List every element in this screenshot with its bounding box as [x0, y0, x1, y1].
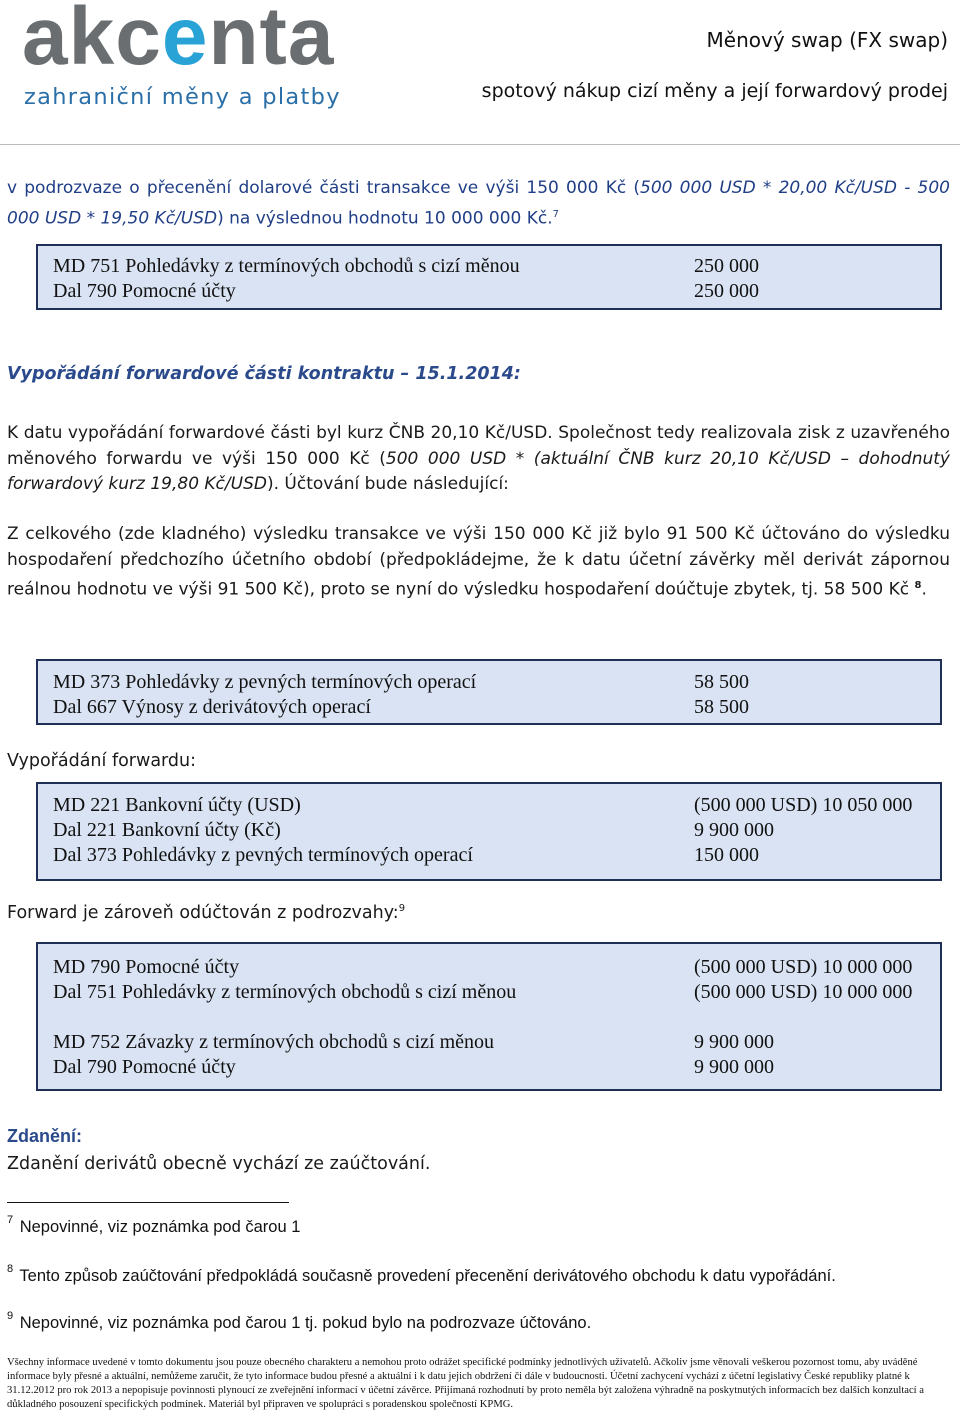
journal-entry-box [36, 244, 942, 310]
entry-amount: 150 000 [694, 844, 759, 866]
offbalance-label: Forward je zároveň odúčtován z podrozvahy:$^9$ [7, 903, 406, 923]
tax-text: Zdanění derivátů obecně vychází ze zaúčtování. [7, 1154, 431, 1174]
entry-amount: (500 000 USD) 10 000 000 [694, 981, 913, 1003]
entry-label: MD 751 Pohledávky z termínových obchodů s cizí měnou [53, 255, 520, 277]
entry-amount: 250 000 [694, 255, 759, 277]
entry-label: MD 752 Závazky z termínových obchodů s cizí měnou [53, 1031, 494, 1053]
result-paragraph: Z celkového (zde kladného) výsledku transakce ve výši 150 000 Kč již bylo 91 500 Kč účtováno do výsledku hospodaření předchozího účetního období (předpokládejme, že k datu účetní závěrky měl derivát zápornou reálnou hodnotu ve výši 91 500 Kč), proto se nyní do výsledku hospodaření doúčtuje zbytek, tj. 58 500 Kč $^8$. [7, 524, 950, 600]
entry-label: Dal 790 Pomocné účty [53, 1056, 236, 1078]
footnote-ref: 7 [552, 208, 560, 220]
entry-label: MD 221 Bankovní účty (USD) [53, 794, 301, 816]
entry-label: Dal 667 Výnosy z derivátových operací [53, 696, 371, 718]
journal-entry-box [36, 942, 942, 1091]
footnote-item: $^8$ Tento způsob zaúčtování předpokládá současně provedení přecenění derivátového obchodu k datu vypořádání. [7, 1263, 836, 1285]
section-heading: Vypořádání forwardové části kontraktu – 15.1.2014: [7, 364, 521, 384]
tax-heading: Zdanění: [7, 1126, 82, 1146]
journal-entry-box [36, 659, 942, 725]
entry-label: Dal 790 Pomocné účty [53, 280, 236, 302]
entry-amount: 9 900 000 [694, 1056, 774, 1078]
disclaimer: Všechny informace uvedené v tomto dokumentu jsou pouze obecného charakteru a nemohou proto odrážet specifické podmínky jednotlivých uživatelů. Ačkoliv jsme věnovali veškerou pozornost tomu, aby uváděné informace byly přesné a aktuální, nemůžeme zaručit, že tyto informace budou přesné a aktuální i k datu jejich obdržení či dále v budoucnosti. Účetní zachycení vychází z účetní legislativy České republiky platné k 31.12.2012 pro rok 2013 a nepopisuje povinnosti plynoucí ze zveřejnění informací v účetní závěrce. Přijímaná rozhodnutí by proto neměla být založena výhradně na poskytnutých informacích bez dalších konzultací a důkladného posouzení specifických podmínek. Materiál byl připraven ve spolupráci s poradenskou společností KPMG. [7, 1357, 924, 1410]
entry-amount: 9 900 000 [694, 819, 774, 841]
footnote-ref: 9 [398, 903, 406, 915]
entry-amount: 9 900 000 [694, 1031, 774, 1053]
entry-label: MD 790 Pomocné účty [53, 956, 240, 978]
footnote-ref: 8 [914, 580, 922, 591]
entry-amount: (500 000 USD) 10 050 000 [694, 794, 913, 816]
settlement-paragraph: K datu vypořádání forwardové části byl kurz ČNB 20,10 Kč/USD. Společnost tedy realizovala zisk z uzavřeného měnového forwardu ve výši 150 000 Kč (500 000 USD * (aktuální ČNB kurz 20,10 Kč/USD – dohodnutý forwardový kurz 19,80 Kč/USD). Účtování bude následující: [7, 423, 950, 494]
entry-amount: 58 500 [694, 696, 749, 718]
intro-paragraph: v podrozvaze o přecenění dolarové části transakce ve výši 150 000 Kč (500 000 USD * 20,00 Kč/USD - 500 000 USD * 19,50 Kč/USD) na výslednou hodnotu 10 000 000 Kč.$^7$ [7, 178, 950, 229]
akcenta-logo [22, 2, 372, 114]
entry-label: Dal 751 Pohledávky z termínových obchodů s cizí měnou [53, 981, 517, 1003]
forward-settlement-label: Vypořádání forwardu: [7, 751, 197, 771]
entry-amount: (500 000 USD) 10 000 000 [694, 956, 913, 978]
entry-label: MD 373 Pohledávky z pevných termínových operací [53, 671, 477, 693]
footnote-item: $^7$ Nepovinné, viz poznámka pod čarou 1 [7, 1214, 301, 1236]
entry-label: Dal 221 Bankovní účty (Kč) [53, 819, 281, 841]
entry-label: Dal 373 Pohledávky z pevných termínových operací [53, 844, 473, 866]
journal-entry-box [36, 782, 942, 881]
footnote-item: $^9$ Nepovinné, viz poznámka pod čarou 1 tj. pokud bylo na podrozvaze účtováno. [7, 1310, 592, 1332]
footnote-separator [7, 1202, 289, 1203]
logo-tagline: zahraniční měny a platby [24, 84, 341, 110]
page-subtitle: spotový nákup cizí měny a její forwardový prodej [481, 80, 948, 102]
header-divider [0, 144, 960, 145]
logo-wordmark: akcenta [22, 0, 335, 82]
entry-amount: 58 500 [694, 671, 749, 693]
entry-amount: 250 000 [694, 280, 759, 302]
page-title: Měnový swap (FX swap) [706, 28, 948, 52]
